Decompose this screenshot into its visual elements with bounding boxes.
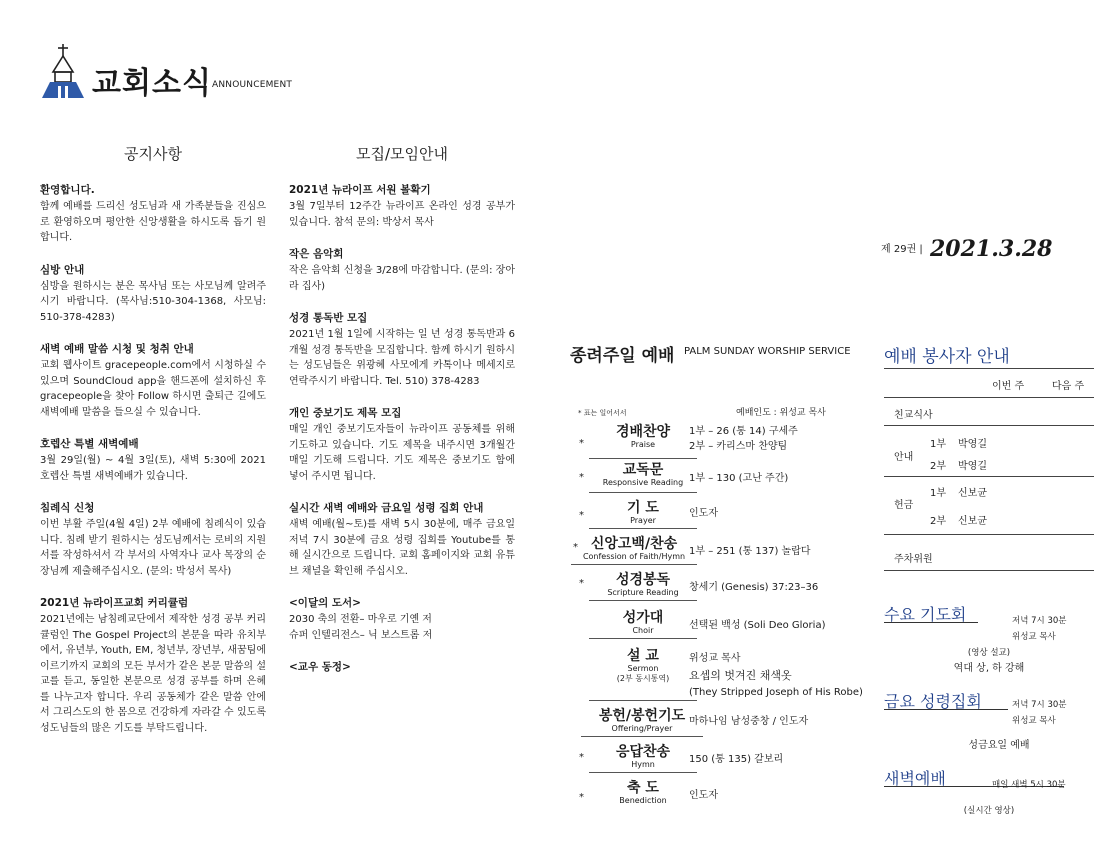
notice-body: 2021년에는 남침례교단에서 제작한 성경 공부 커리큘럼인 The Gospel Project의 본문을 따라 유치부에서, 유년부, Youth, EM, 청년부, 장년부, 새꿈팀에 이르기까지 교회의 모든 부서가 같은 본문 말씀의 설교를 듣고, 동일한 본문으로 성경 공부를 하며 은혜를 나누고자 합니다. 우리 공동체가 같은 말씀 안에서 그리스도의 한 몸으로 건강하게 자라갈 수 있도록 성도님들의 많은 기도를 부탁드립니다. [40, 614, 266, 734]
order-label [589, 462, 697, 493]
notice-title: 환영합니다. [40, 184, 95, 196]
order-label-ko: 성가대 [622, 610, 664, 626]
church-icon [40, 42, 86, 100]
recruit-item [289, 310, 515, 389]
order-label [589, 424, 697, 459]
order-label-ko: 신앙고백/찬송 [590, 536, 678, 552]
order-item [567, 536, 863, 568]
order-label-ko: 설 교 [627, 648, 659, 664]
order-value-line: 위성교 목사 [689, 653, 741, 664]
recruit-body: 2030 축의 전환– 마우로 기옌 저 슈퍼 인텔리전스– 닉 보스트롬 저 [289, 614, 433, 641]
wednesday-time: 저녁 7시 30분 [1012, 616, 1067, 626]
order-item [567, 572, 863, 604]
notice-item [40, 182, 266, 246]
order-label-en: Sermon [627, 664, 659, 673]
standing-mark: * [579, 472, 584, 483]
order-value [689, 650, 863, 701]
order-label-ko: 교독문 [622, 462, 664, 478]
order-value-line: (They Stripped Joseph of His Robe) [689, 687, 863, 698]
order-value [689, 752, 783, 767]
order-label-ko: 경배찬양 [615, 424, 671, 440]
recruit-item [289, 659, 515, 674]
recruit-item [289, 246, 515, 294]
wednesday-leader: 위성교 목사 [1012, 632, 1056, 642]
notice-item [40, 436, 266, 484]
page-subtitle: ANNOUNCEMENT [212, 80, 293, 90]
standing-mark: * [579, 578, 584, 589]
notice-title: 2021년 뉴라이프교회 커리큘럼 [40, 597, 189, 609]
order-value [689, 544, 811, 559]
order-label-ko: 응답찬송 [615, 744, 671, 760]
parking-label: 주차위원 [894, 554, 933, 565]
order-label-en: Prayer [630, 516, 656, 525]
volunteers-divider [884, 425, 1094, 426]
recruit-column [289, 182, 515, 690]
wednesday-title: 수요 기도회 [884, 605, 967, 624]
order-value-line: 150 (통 135) 갈보리 [689, 754, 784, 765]
offering-part: 2부 [930, 516, 947, 527]
friday-line1: 성금요일 예배 [968, 740, 1030, 751]
order-value-line: 인도자 [689, 508, 718, 519]
standing-mark: * [579, 510, 584, 521]
order-label-en: Choir [632, 626, 654, 635]
order-value-line: 1부 – 130 (고난 주간) [689, 473, 789, 484]
order-value [689, 714, 808, 729]
service-title-en: PALM SUNDAY WORSHIP SERVICE [684, 346, 851, 357]
order-value [689, 618, 825, 633]
usher-name: 박영길 [958, 439, 987, 450]
issue-date: 2021.3.28 [930, 236, 1053, 262]
recruit-title: 실시간 새벽 예배와 금요일 성령 집회 안내 [289, 502, 484, 514]
order-label-ko: 축 도 [627, 780, 659, 796]
order-item [567, 648, 863, 704]
order-value [689, 471, 788, 486]
notice-item [40, 262, 266, 326]
order-item [567, 708, 863, 740]
next-week-label: 다음 주 [1052, 381, 1085, 392]
recruit-title: <이달의 도서> [289, 597, 361, 609]
volunteers-divider [884, 476, 1094, 477]
service-leader: 예배인도 : 위성교 목사 [736, 408, 826, 418]
friday-time: 저녁 7시 30분 [1012, 700, 1067, 710]
notice-body: 이번 부활 주일(4월 4일) 2부 예배에 침례식이 있습니다. 침례 받기 원하시는 성도님께서는 로비의 지원서를 작성하셔서 각 부서의 사역자나 교사 목장의 순장님께 제출해주십시오. (문의: 박성서 목사) [40, 519, 266, 577]
order-item [567, 780, 863, 812]
order-label-ko: 성경봉독 [615, 572, 671, 588]
order-item [567, 744, 863, 776]
order-value-line: 요셉의 벗겨진 채색옷 [689, 669, 792, 682]
welcome-label: 친교식사 [894, 410, 933, 421]
standing-mark: * [579, 438, 584, 449]
order-item [567, 424, 863, 460]
notice-item [40, 595, 266, 736]
order-value-line: 1부 – 26 (통 14) 구세주 [689, 426, 798, 437]
order-label [589, 744, 697, 773]
dawn-line1: (실시간 영상) [963, 806, 1015, 816]
dawn-time: 매일 새벽 5시 30분 [992, 780, 1066, 790]
order-value [689, 580, 818, 595]
order-label [571, 536, 697, 565]
standing-mark: * [579, 792, 584, 803]
wednesday-underline [884, 622, 978, 623]
order-value-line: 2부 – 카리스마 찬양팀 [689, 441, 788, 452]
friday-leader: 위성교 목사 [1012, 716, 1056, 726]
order-value-line: 1부 – 251 (통 137) 놀랍다 [689, 546, 811, 557]
dawn-title: 새벽예배 [884, 769, 946, 788]
order-label [581, 708, 703, 737]
order-label [589, 610, 697, 639]
volunteers-divider [884, 570, 1094, 571]
notice-body: 함께 예배를 드리신 성도님과 새 가족분들을 진심으로 환영하오며 평안한 신앙생활을 하시도록 돕기 원합니다. [40, 201, 266, 243]
recruit-item [289, 182, 515, 230]
recruit-item [289, 405, 515, 484]
offering-label: 헌금 [894, 500, 914, 511]
notice-item [40, 341, 266, 420]
order-value [689, 788, 718, 803]
notice-body: 3월 29일(월) ~ 4월 3일(토), 새벽 5:30에 2021 호렙산 특별 새벽예배가 있습니다. [40, 455, 266, 482]
recruit-body: 2021년 1월 1일에 시작하는 일 년 성경 통독반과 6개월 성경 통독반을 모집합니다. 함께 하시기 원하시는 성도님들은 위광혜 사모에게 카톡이나 메세지로 연락주시기 바랍니다. Tel. 510) 378-4283 [289, 329, 515, 387]
recruit-title: 작은 음악회 [289, 248, 344, 260]
notices-heading: 공지사항 [124, 145, 182, 163]
usher-part: 1부 [930, 439, 947, 450]
order-label-en: Confession of Faith/Hymn [582, 552, 686, 561]
order-item [567, 610, 863, 642]
volunteers-divider [884, 397, 1094, 398]
order-label-en: Scripture Reading [607, 588, 679, 597]
order-label [589, 780, 697, 808]
recruit-body: 작은 음악회 신청을 3/28에 마감합니다. (문의: 장아라 집사) [289, 265, 515, 292]
volunteers-divider [884, 368, 1094, 369]
wednesday-line1: (영상 설교) [967, 648, 1011, 658]
usher-label: 안내 [894, 452, 914, 463]
notice-body: 교회 웹사이트 gracepeople.com에서 시청하실 수 있으며 SoundCloud app을 핸드폰에 설치하신 후 gracepeople을 찾아 Follow 하시면 출퇴근 길에도 새벽예배 말씀을 들으실 수 있습니다. [40, 360, 266, 418]
order-value-line: 인도자 [689, 790, 718, 801]
notice-title: 심방 안내 [40, 263, 85, 276]
recruit-title: <교우 동정> [289, 661, 351, 673]
order-label-note: (2부 동시통역) [616, 674, 670, 683]
order-label-en: Hymn [631, 760, 655, 769]
offering-part: 1부 [930, 488, 947, 499]
friday-underline [884, 709, 1008, 710]
order-value-line: 선택된 백성 (Soli Deo Gloria) [689, 620, 826, 631]
notice-title: 새벽 예배 말씀 시청 및 청취 안내 [40, 343, 194, 355]
notice-body: 심방을 원하시는 분은 목사님 또는 사모님께 알려주시기 바랍니다. (목사님:510-304-1368, 사모님: 510-378-4283) [40, 280, 266, 323]
order-item [567, 462, 863, 496]
wednesday-line2: 역대 상, 하 강해 [953, 663, 1025, 674]
order-label [589, 648, 697, 701]
volunteers-title: 예배 봉사자 안내 [884, 347, 1010, 367]
notices-column [40, 182, 266, 752]
usher-part: 2부 [930, 461, 947, 472]
order-label-en: Responsive Reading [602, 478, 684, 487]
notice-item [40, 500, 266, 579]
recruit-body: 3월 7일부터 12주간 뉴라이프 온라인 성경 공부가 있습니다. 참석 문의: 박상서 목사 [289, 201, 515, 228]
recruit-heading: 모집/모임안내 [356, 145, 448, 163]
service-title: 종려주일 예배 [570, 346, 675, 366]
order-label-en: Praise [630, 440, 656, 449]
order-item [567, 500, 863, 532]
order-label-ko: 봉헌/봉헌기도 [598, 708, 686, 724]
recruit-body: 매일 개인 중보기도자들이 뉴라이프 공동체를 위해 기도하고 있습니다. 기도 제목을 내주시면 3개월간 매일 기도해 드립니다. 기도 제목은 중보기도 함에 넣어 주시면 됩니다. [289, 424, 515, 482]
recruit-item [289, 500, 515, 579]
order-value [689, 506, 718, 521]
this-week-label: 이번 주 [992, 381, 1025, 392]
offering-name: 신보균 [958, 488, 987, 499]
standing-mark: * [579, 752, 584, 763]
page-title: 교회소식 [92, 66, 212, 101]
friday-title: 금요 성령집회 [884, 692, 982, 711]
recruit-item [289, 595, 515, 643]
order-value [689, 424, 798, 454]
standing-note: * 표는 일어서서 [578, 409, 627, 417]
recruit-title: 2021년 뉴라이프 서원 볼확기 [289, 184, 431, 196]
recruit-body: 새벽 예배(월~토)를 새벽 5시 30분에, 매주 금요일 저녁 7시 30분에 금요 성령 집회를 Youtube를 통해 실시간으로 드립니다. 교회 홈페이지와 교회 유튜브 채널을 확인해 주십시오. [289, 519, 515, 577]
order-value-line: 마하나임 남성중창 / 인도자 [689, 716, 809, 727]
issue-number: 제 29권 | [881, 244, 923, 255]
notice-title: 호렙산 특별 새벽예배 [40, 438, 139, 450]
usher-name: 박영길 [958, 461, 987, 472]
order-label [589, 500, 697, 529]
volunteers-divider [884, 534, 1094, 535]
order-label-en: Offering/Prayer [611, 724, 673, 733]
order-label-en: Benediction [619, 796, 667, 805]
order-label-ko: 기 도 [627, 500, 659, 516]
order-label [589, 572, 697, 601]
recruit-title: 개인 중보기도 제목 모집 [289, 407, 402, 419]
offering-name: 신보균 [958, 516, 987, 527]
standing-mark: * [573, 542, 578, 553]
order-value-line: 창세기 (Genesis) 37:23–36 [689, 582, 819, 593]
recruit-title: 성경 통독반 모집 [289, 312, 368, 324]
notice-title: 침례식 신청 [40, 502, 95, 514]
